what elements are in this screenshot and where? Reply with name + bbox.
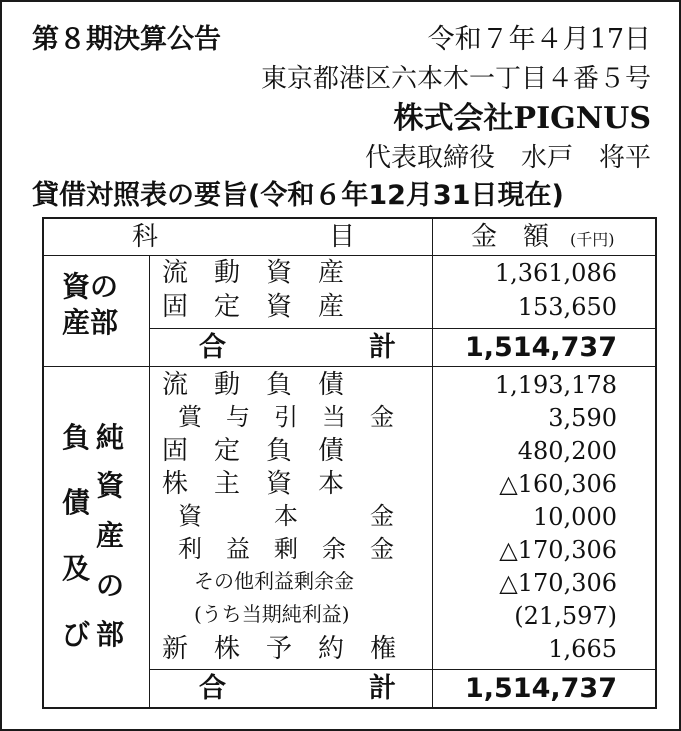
balance-sheet-table [42,217,657,709]
section-column-divider [149,255,150,707]
company-address: 東京都港区六本木一丁目４番５号 [260,64,651,94]
balance-sheet-title: 貸借対照表の要旨(令和６年12月31日現在) [32,180,564,211]
assets-section-label-1: 資の [62,270,119,303]
header-subject-left: 科 [132,222,159,252]
header-row-divider [44,255,655,256]
notice-title: 第８期決算公告 [32,24,221,55]
asset-item-value: 1,361,086 [494,259,617,287]
liab-section-char: 産 [96,519,125,552]
liab-item-value: 1,665 [548,635,617,663]
assets-section-label-2: 産部 [62,306,119,339]
liab-section-char: の [96,569,125,602]
liab-item-value: 10,000 [533,503,617,531]
liab-item-label: 固 定 負 債 [162,436,345,466]
liab-item-label: 利 益 剰 余 金 [178,535,394,563]
asset-item-value: 153,650 [517,293,617,321]
liab-item-value: 480,200 [517,437,617,465]
liab-item-label: 流 動 負 債 [162,370,345,400]
liab-item-label: その他利益剰余金 [194,569,354,593]
liab-section-char: 資 [96,469,125,502]
liab-item-label: 資 本 金 [178,502,394,530]
header-unit: (千円) [570,230,615,249]
liab-total-label-a: 合 [199,673,226,704]
notice-date: 令和７年４月17日 [427,24,651,55]
liabilities-total-divider [149,669,655,670]
liab-section-char: 債 [62,486,91,519]
amount-column-divider [432,219,433,707]
liab-item-value: (21,597) [514,602,617,630]
representative: 代表取締役 水戸 将平 [364,143,651,173]
liab-total-value: 1,514,737 [464,673,617,704]
assets-total-value: 1,514,737 [464,332,617,363]
assets-total-label-a: 合 [199,332,226,363]
liab-item-label: 株 主 資 本 [162,469,345,499]
liab-section-char: 純 [96,421,125,454]
liab-total-label-b: 計 [369,673,396,704]
liab-item-value: 3,590 [548,404,617,432]
assets-total-label-b: 計 [369,332,396,363]
header-amount: 金 額 [471,222,550,252]
liab-section-char: 負 [62,421,91,454]
liab-item-value: △170,306 [499,569,617,597]
asset-item-label: 固 定 資 産 [162,292,345,322]
liab-item-label: (うち当期純利益) [194,602,350,626]
assets-total-divider [149,328,655,329]
liab-item-label: 新 株 予 約 権 [162,634,397,664]
company-name: 株式会社PIGNUS [393,101,651,136]
liab-item-value: △170,306 [499,536,617,564]
liab-section-char: 部 [96,618,125,651]
asset-item-label: 流 動 資 産 [162,258,345,288]
liab-item-label: 賞 与 引 当 金 [178,403,394,431]
liab-item-value: 1,193,178 [494,371,617,399]
header-subject-right: 目 [329,222,356,252]
liab-item-value: △160,306 [499,470,617,498]
liab-section-char: び [62,618,91,651]
assets-liabilities-divider [44,366,655,367]
liab-section-char: 及 [62,552,91,585]
